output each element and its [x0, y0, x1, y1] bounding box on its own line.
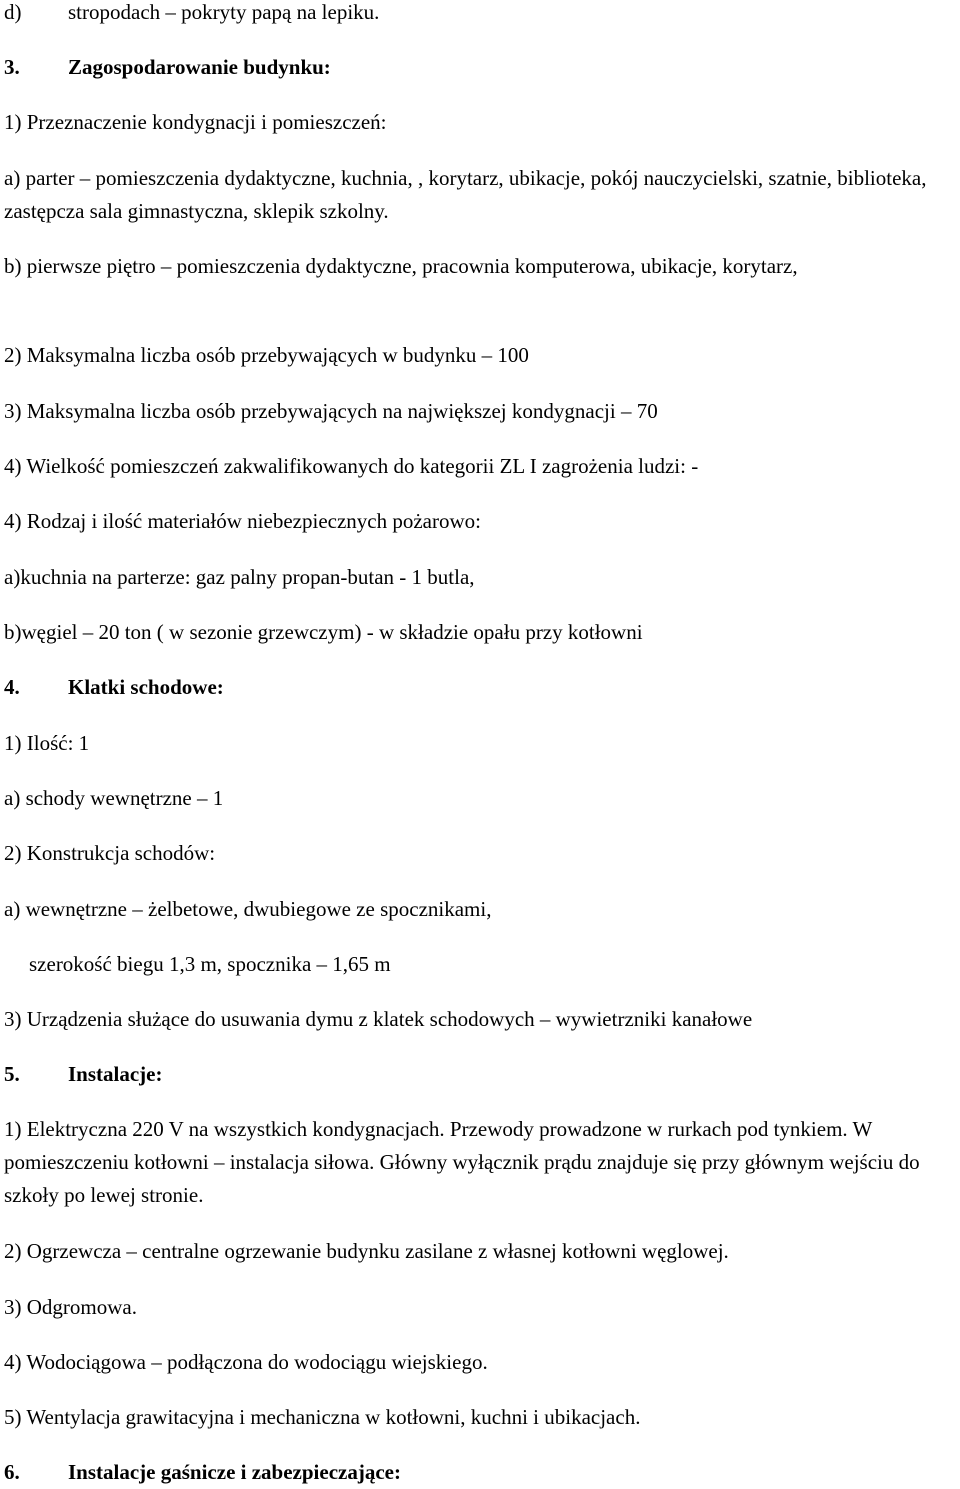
- section-heading-4: [4, 671, 956, 704]
- list-item-d: [4, 0, 956, 29]
- list-item: 4) Wielkość pomieszczeń zakwalifikowanych do kategorii ZL I zagrożenia ludzi: -: [4, 454, 699, 478]
- section-title: Instalacje gaśnicze i zabezpieczające:: [68, 1460, 401, 1484]
- list-item: 2) Ogrzewcza – centralne ogrzewanie budynku zasilane z własnej kotłowni węglowej.: [4, 1239, 729, 1263]
- list-item-continuation: szerokość biegu 1,3 m, spocznika – 1,65 m: [29, 952, 391, 976]
- section-number: 4.: [4, 675, 20, 699]
- list-item: b)węgiel – 20 ton ( w sezonie grzewczym) - w składzie opału przy kotłowni: [4, 620, 643, 644]
- list-item: 4) Rodzaj i ilość materiałów niebezpiecznych pożarowo:: [4, 509, 481, 533]
- section-title: Zagospodarowanie budynku:: [68, 55, 331, 79]
- section-heading-3: [4, 51, 956, 84]
- paragraph-elektryczna: 1) Elektryczna 220 V na wszystkich kondygnacjach. Przewody prowadzone w rurkach pod tynkiem. W pomieszczeniu kotłowni – instalacja siłowa. Główny wyłącznik prądu znajduje się przy głównym wejściu do szkoły po lewej stronie.: [4, 1117, 920, 1207]
- section-title: Klatki schodowe:: [68, 675, 224, 699]
- list-item: a) wewnętrzne – żelbetowe, dwubiegowe ze spocznikami,: [4, 897, 492, 921]
- list-item: 1) Ilość: 1: [4, 731, 90, 755]
- section-number: 3.: [4, 55, 20, 79]
- list-item: 3) Urządzenia służące do usuwania dymu z klatek schodowych – wywietrzniki kanałowe: [4, 1007, 753, 1031]
- section-heading-5: [4, 1058, 956, 1091]
- section-title: Instalacje:: [68, 1062, 163, 1086]
- list-item: 2) Maksymalna liczba osób przebywających w budynku – 100: [4, 343, 529, 367]
- paragraph-pierwsze-pietro: b) pierwsze piętro – pomieszczenia dydaktyczne, pracownia komputerowa, ubikacje, korytarz,: [4, 254, 798, 278]
- item-text: stropodach – pokryty papą na lepiku.: [68, 0, 380, 24]
- list-item: 2) Konstrukcja schodów:: [4, 841, 216, 865]
- list-item: 5) Wentylacja grawitacyjna i mechaniczna w kotłowni, kuchni i ubikacjach.: [4, 1405, 641, 1429]
- list-item: 3) Odgromowa.: [4, 1295, 137, 1319]
- list-item: a) schody wewnętrzne – 1: [4, 786, 224, 810]
- section-heading-6: [4, 1456, 956, 1489]
- list-item: 3) Maksymalna liczba osób przebywających na największej kondygnacji – 70: [4, 399, 658, 423]
- section-number: 5.: [4, 1062, 20, 1086]
- list-item: 4) Wodociągowa – podłączona do wodociągu wiejskiego.: [4, 1350, 488, 1374]
- section-number: 6.: [4, 1460, 20, 1484]
- item-marker: d): [4, 0, 22, 24]
- list-item: 1) Przeznaczenie kondygnacji i pomieszczeń:: [4, 110, 387, 134]
- list-item: a)kuchnia na parterze: gaz palny propan-butan - 1 butla,: [4, 565, 475, 589]
- paragraph-parter: a) parter – pomieszczenia dydaktyczne, kuchnia, , korytarz, ubikacje, pokój nauczycielski, szatnie, biblioteka, zastępcza sala gimnastyczna, sklepik szkolny.: [4, 166, 927, 223]
